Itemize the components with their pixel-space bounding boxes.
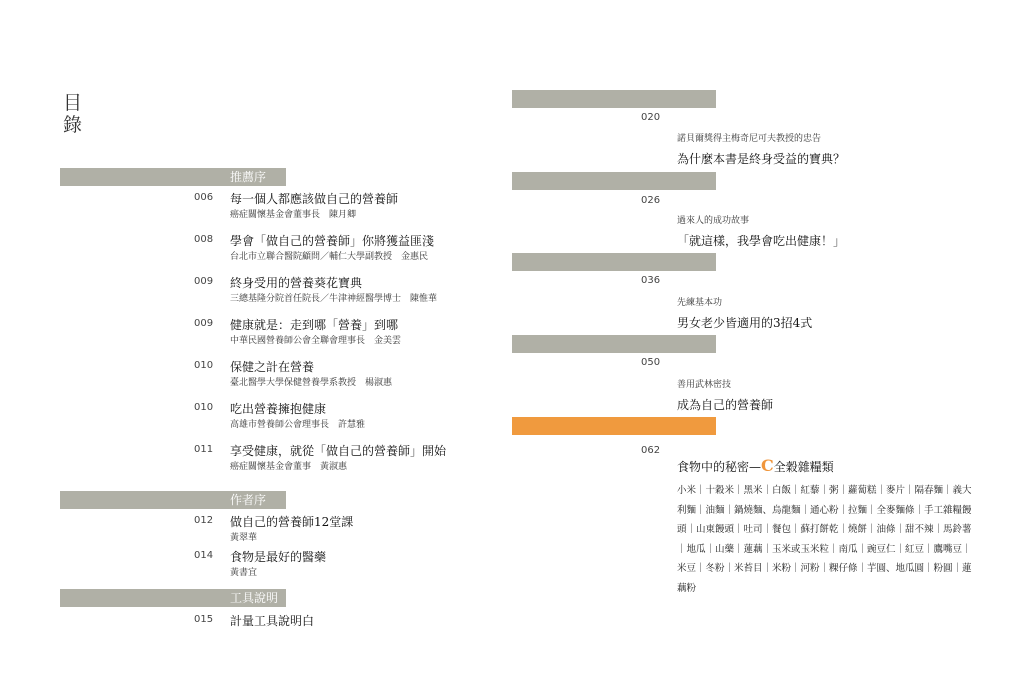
chapter-subtitle: 善用武林密技 — [677, 380, 732, 390]
section-bar-preface — [60, 491, 286, 509]
entry-title: 健康就是：走到哪「營養」到哪 — [230, 318, 399, 332]
entry-author: 癌症關懷基金會董事 黃淑惠 — [230, 462, 348, 472]
chapter-subtitle: 諾貝爾獎得主梅奇尼可夫教授的忠告 — [677, 134, 822, 144]
entry-author: 三總基隆分院首任院長／牛津神經醫學博士 陳惟華 — [230, 294, 438, 304]
chapter-bar-4 — [512, 335, 716, 353]
chapter-title-c-letter: C — [761, 456, 774, 475]
section-bar-recommend — [60, 168, 286, 186]
page-number: 012 — [194, 515, 214, 526]
chapter-title-prefix: 食物中的秘密— — [677, 460, 762, 474]
entry-author: 中華民國營養師公會全聯會理事長 金美雲 — [230, 336, 402, 346]
entry-title: 食物是最好的醫藥 — [230, 550, 327, 564]
page-number: 036 — [641, 275, 661, 286]
entry-title: 每一個人都應該做自己的營養師 — [230, 192, 399, 206]
page-number: 010 — [194, 360, 214, 371]
chapter-bar-2 — [512, 172, 716, 190]
page-number: 014 — [194, 550, 214, 561]
page-number: 062 — [641, 445, 661, 456]
entry-author: 黃翠華 — [230, 533, 258, 543]
entry-author: 台北市立聯合醫院顧問／輔仁大學副教授 金惠民 — [230, 252, 429, 262]
entry-title: 計量工具說明白 — [230, 614, 315, 628]
entry-author: 高雄市營養師公會理事長 許慧雅 — [230, 420, 366, 430]
chapter-bar-5-highlight — [512, 417, 716, 435]
page-number: 006 — [194, 192, 214, 203]
page-number: 009 — [194, 276, 214, 287]
chapter-subtitle: 先練基本功 — [677, 298, 723, 308]
chapter-bar-3 — [512, 253, 716, 271]
entry-title: 享受健康，就從「做自己的營養師」開始 — [230, 444, 447, 458]
section-label: 作者序 — [230, 493, 267, 507]
section-label: 推薦序 — [230, 170, 267, 184]
page-number: 020 — [641, 112, 661, 123]
chapter-subtitle: 過來人的成功故事 — [677, 216, 750, 226]
entry-title: 學會「做自己的營養師」你將獲益匪淺 — [230, 234, 435, 248]
entry-author: 臺北醫學大學保健營養學系教授 楊淑惠 — [230, 378, 393, 388]
chapter-title[interactable]: 男女老少皆適用的3招4式 — [677, 316, 813, 330]
entry-title: 吃出營養擁抱健康 — [230, 402, 327, 416]
chapter-bar-1 — [512, 90, 716, 108]
page-number: 050 — [641, 357, 661, 368]
chapter-title-suffix: 全穀雜糧類 — [773, 460, 834, 474]
toc-title-char-1: 目 — [63, 92, 83, 114]
grain-list: 小米｜十穀米｜黑米｜白飯｜紅藜｜粥｜蘿蔔糕｜麥片｜隔春麵｜義大利麵｜油麵｜鍋燒麵、烏龍麵｜通心粉｜拉麵｜全麥麵條｜手工雜糧饅頭｜山東饅頭｜吐司｜餐包｜蘇打餅乾｜燒餅｜油條｜甜不辣｜馬鈴薯｜地瓜｜山藥｜蓮藕｜玉米或玉米粒｜南瓜｜豌豆仁｜紅豆｜鷹嘴豆｜米豆｜冬粉｜米苔目｜米粉｜河粉｜粿仔條｜芋圓、地瓜圓｜粉圓｜蓮藕粉 — [677, 485, 972, 594]
page-number: 015 — [194, 614, 214, 625]
page-number: 026 — [641, 195, 661, 206]
entry-title: 終身受用的營養葵花寶典 — [230, 276, 363, 290]
chapter-title[interactable] — [677, 456, 834, 475]
section-bar-tools — [60, 589, 286, 607]
page-number: 011 — [194, 444, 214, 455]
chapter-title[interactable]: 「就這樣，我學會吃出健康！」 — [677, 234, 846, 248]
chapter-title[interactable]: 成為自己的營養師 — [677, 398, 774, 412]
page-number: 009 — [194, 318, 214, 329]
entry-author: 癌症關懷基金會董事長 陳月卿 — [230, 210, 357, 220]
page-number: 010 — [194, 402, 214, 413]
section-label: 工具說明 — [230, 591, 279, 605]
entry-title: 保健之計在營養 — [230, 360, 315, 374]
entry-author: 黃書宜 — [230, 568, 258, 578]
entry-title: 做自己的營養師12堂課 — [230, 515, 354, 529]
page-number: 008 — [194, 234, 214, 245]
chapter-title[interactable]: 為什麼本書是終身受益的寶典？ — [677, 152, 846, 166]
toc-title-char-2: 錄 — [63, 114, 83, 136]
